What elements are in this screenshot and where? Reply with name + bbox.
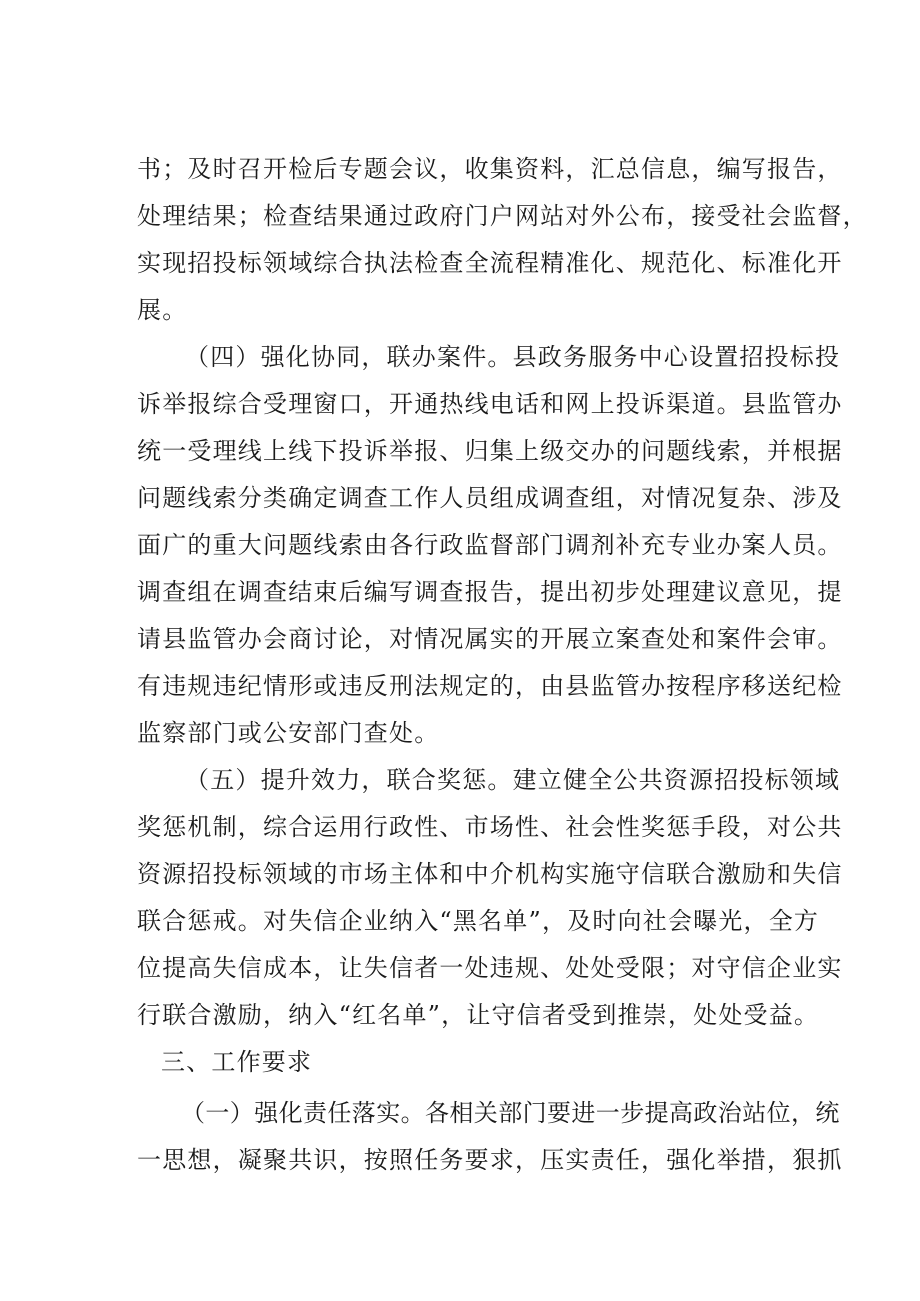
document-body [137, 146, 868, 1184]
text-line: 一思想，凝聚共识，按照任务要求，压实责任，强化举措，狠抓 [137, 1146, 843, 1174]
text-line: 有违规违纪情形或违反刑法规定的，由县监管办按程序移送纪检 [137, 672, 843, 700]
text-line: 行联合激励，纳入“红名单”，让守信者受到推崇，处处受益。 [137, 1001, 820, 1029]
section-heading: 三、工作要求 [161, 1048, 313, 1076]
text-line: 资源招投标领域的市场主体和中介机构实施守信联合激励和失信 [137, 860, 843, 888]
paragraph-joint-rewards-penalties [137, 757, 843, 1039]
text-line: （四）强化协同，联办案件。县政务服务中心设置招投标投 [185, 343, 841, 371]
paragraph-inspection-results [137, 146, 868, 334]
text-line: 请县监管办会商讨论，对情况属实的开展立案查处和案件会审。 [137, 625, 843, 653]
text-line: 诉举报综合受理窗口，开通热线电话和网上投诉渠道。县监管办 [137, 390, 843, 418]
text-line: 奖惩机制，综合运用行政性、市场性、社会性奖惩手段，对公共 [137, 813, 843, 841]
section-heading-work-requirements [137, 1039, 787, 1086]
paragraph-joint-case-handling [137, 334, 843, 757]
text-line: 联合惩戒。对失信企业纳入“黑名单”，及时向社会曝光，全方 [137, 907, 820, 935]
text-line: 处理结果；检查结果通过政府门户网站对外公布，接受社会监督， [137, 202, 868, 230]
text-line: （五）提升效力，联合奖惩。建立健全公共资源招投标领域 [185, 766, 841, 794]
text-line: （一）强化责任落实。各相关部门要进一步提高政治站位，统 [181, 1099, 840, 1127]
text-line: 面广的重大问题线索由各行政监督部门调剂补充专业办案人员。 [137, 531, 843, 559]
text-line: 实现招投标领域综合执法检查全流程精准化、规范化、标准化开 [137, 249, 843, 277]
text-line: 位提高失信成本，让失信者一处违规、处处受限；对守信企业实 [137, 954, 843, 982]
paragraph-responsibility [137, 1090, 843, 1184]
text-line: 统一受理线上线下投诉举报、归集上级交办的问题线索，并根据 [137, 437, 843, 465]
text-line: 展。 [137, 296, 188, 324]
text-line: 调查组在调查结束后编写调查报告，提出初步处理建议意见，提 [137, 578, 843, 606]
text-line: 问题线索分类确定调查工作人员组成调查组，对情况复杂、涉及 [137, 484, 843, 512]
text-line: 监察部门或公安部门查处。 [137, 719, 440, 747]
text-line: 书；及时召开检后专题会议，收集资料，汇总信息，编写报告， [137, 155, 843, 183]
